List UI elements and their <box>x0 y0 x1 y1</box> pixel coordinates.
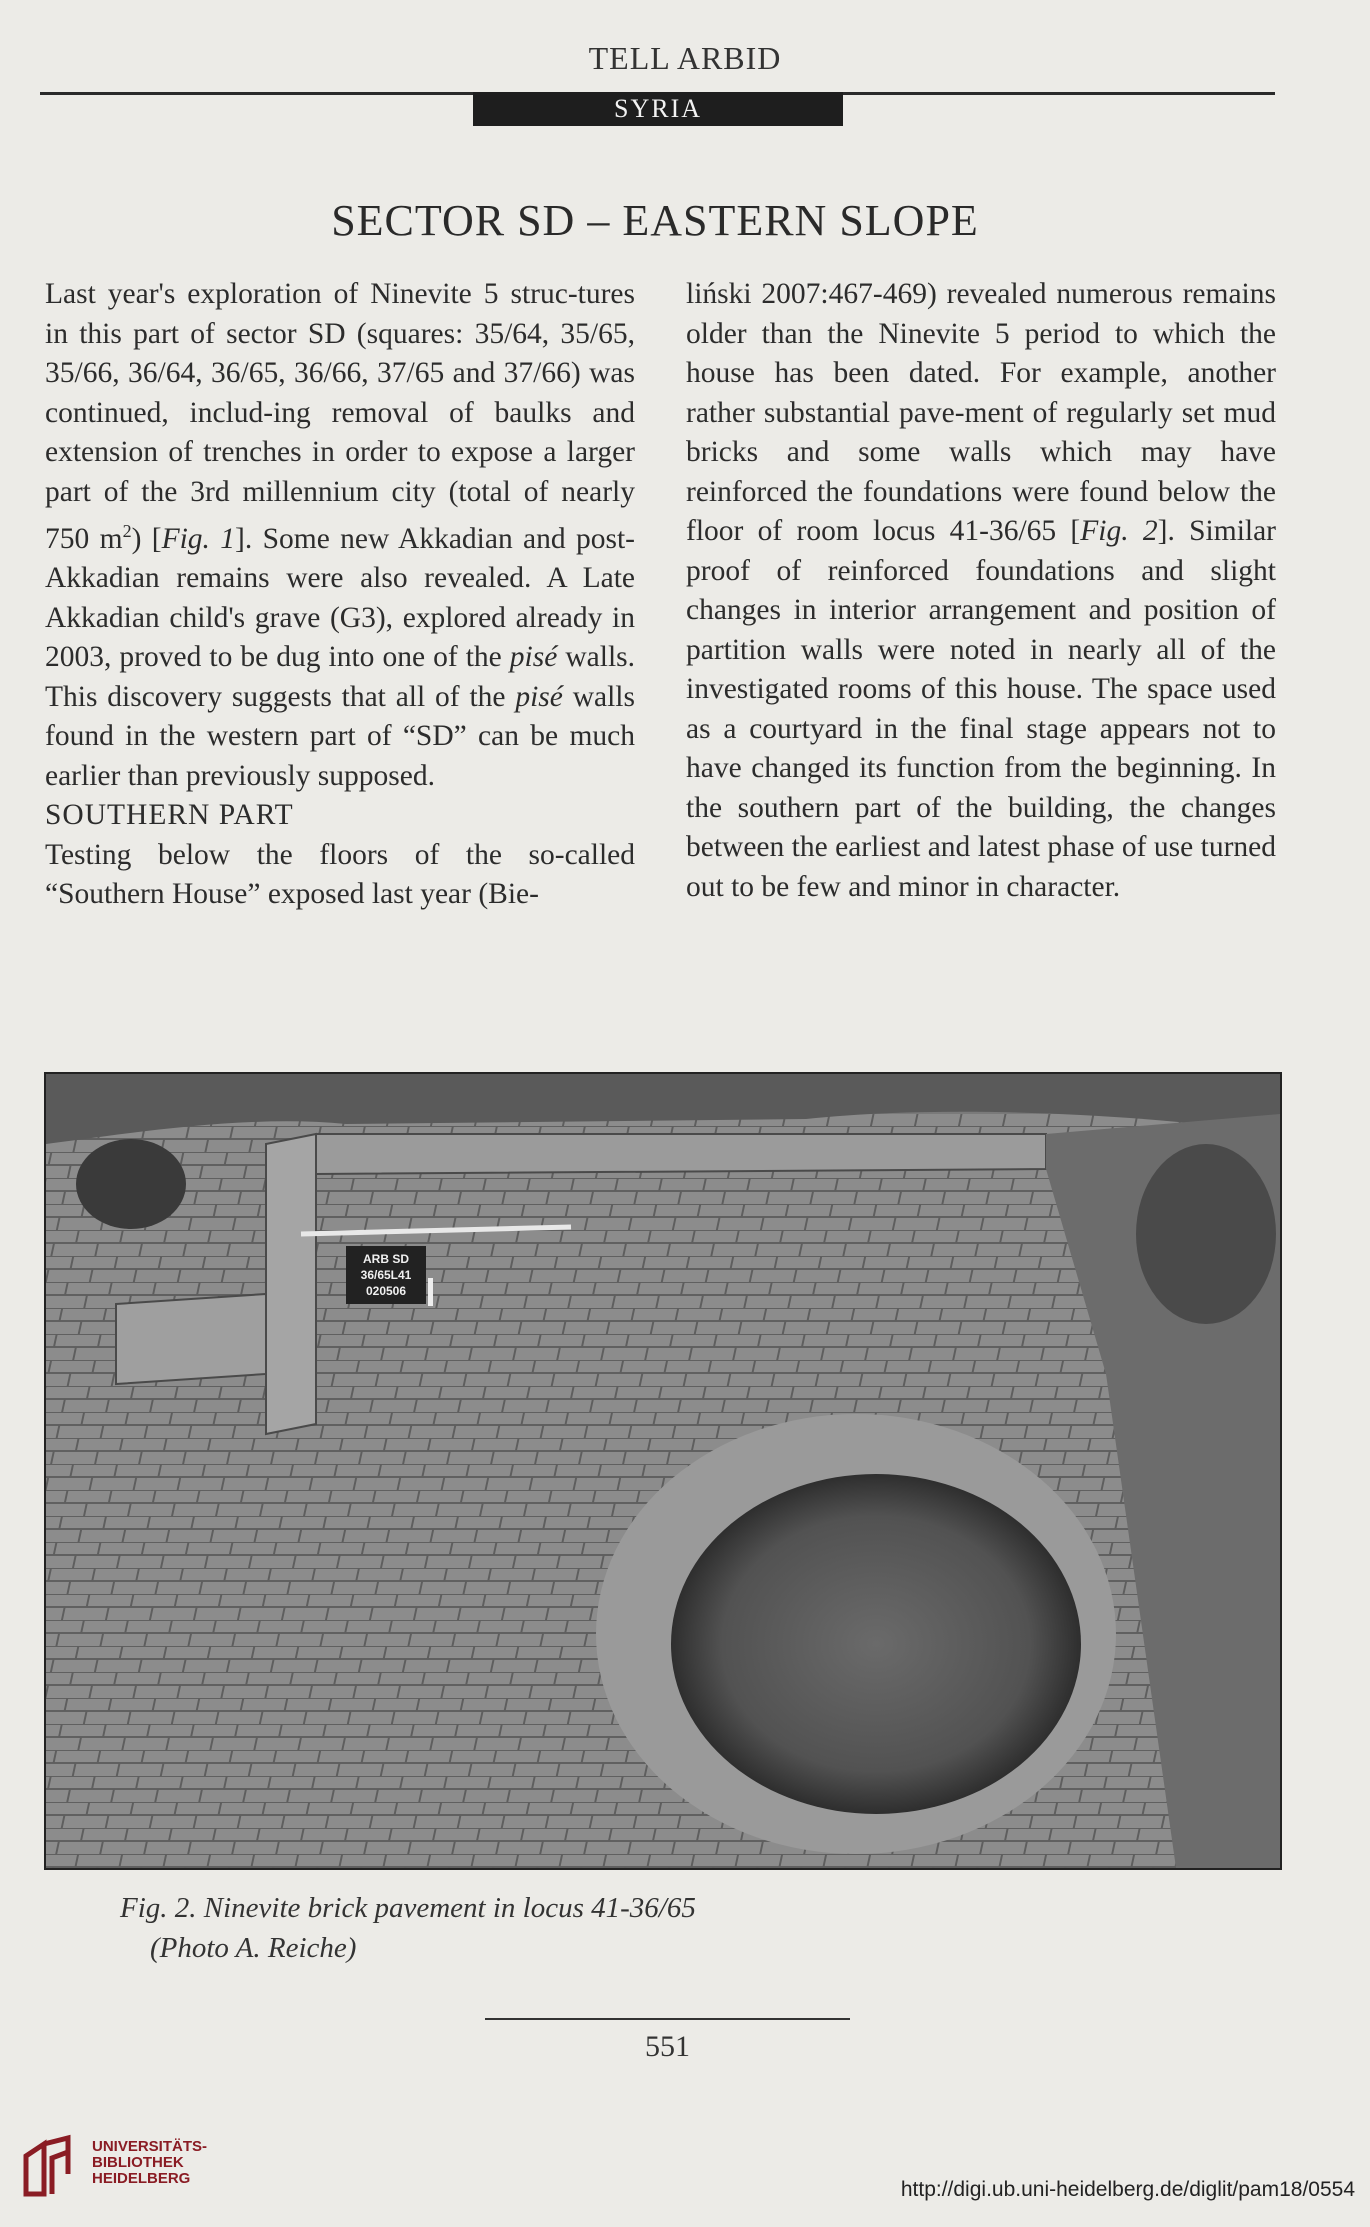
page-number: 551 <box>645 2030 690 2063</box>
running-head: TELL ARBID <box>588 40 782 76</box>
source-url-link[interactable]: http://digi.ub.uni-heidelberg.de/diglit/pam18/0554 <box>900 2178 1355 2201</box>
photo-board-line-1: ARB SD <box>362 1252 410 1266</box>
southern-part-paragraph: Testing below the floors of the so-called “Southern House” exposed last year (Bie- <box>45 838 635 911</box>
caption-line-2: (Photo A. Reiche) <box>150 1932 357 1964</box>
left-column <box>45 275 635 915</box>
right-column <box>686 275 1276 907</box>
footer-rule <box>485 2018 850 2020</box>
figure-reference: Fig. 1 <box>161 522 236 555</box>
photo-board-line-3: 020506 <box>365 1284 407 1298</box>
library-logo-icon <box>20 2134 80 2202</box>
figure-reference: Fig. 2 <box>1080 515 1158 547</box>
caption-line-1: Fig. 2. Ninevite brick pavement in locus 41-36/65 <box>120 1892 696 1924</box>
subheading-southern-part: SOUTHERN PART <box>45 799 294 832</box>
photo-board-line-2: 36/65L41 <box>360 1268 412 1282</box>
country-band: SYRIA <box>473 92 843 126</box>
intro-paragraph: Last year's exploration of Ninevite 5 struc-tures in this part of sector SD (squares: 35/64, 35/65, 35/66, 36/64, 36/65, 36/66, 37/65 and 37/66) was continued, includ-ing removal of baulks and extension of trenches in order to expose a larger part of the 3rd millennium city (total of nearly 750 $m^2$) [Fig. 1]. Some new Akkadian and post-Akkadian remains were also revealed. A Late Akkadian child's grave (G3), explored already in 2003, proved to be dug into one of the pisé walls. This discovery suggests that all of the pisé walls found in the western part of “SD” can be much earlier than previously supposed. <box>45 278 636 792</box>
figure-caption <box>120 1888 696 1968</box>
library-name: UNIVERSITÄTS- BIBLIOTHEK HEIDELBERG <box>92 2138 208 2187</box>
continuation-paragraph: liński 2007:467-469) revealed numerous remains older than the Ninevite 5 period to which the house has been dated. For example, another rather substantial pave-ment of regularly set mud bricks and some walls which may have reinforced the foundations were found below the floor of room locus 41-36/65 [Fig. 2]. Similar proof of reinforced foundations and slight changes in interior arrangement and position of partition walls were noted in nearly all of the investigated rooms of this house. The space used as a courtyard in the final stage appears not to have changed its function from the beginning. In the southern part of the building, the changes between the earliest and latest phase of use turned out to be few and minor in character. <box>686 278 1277 903</box>
excavation-photo <box>44 1072 1282 1870</box>
section-title: SECTOR SD – EASTERN SLOPE <box>331 196 979 245</box>
